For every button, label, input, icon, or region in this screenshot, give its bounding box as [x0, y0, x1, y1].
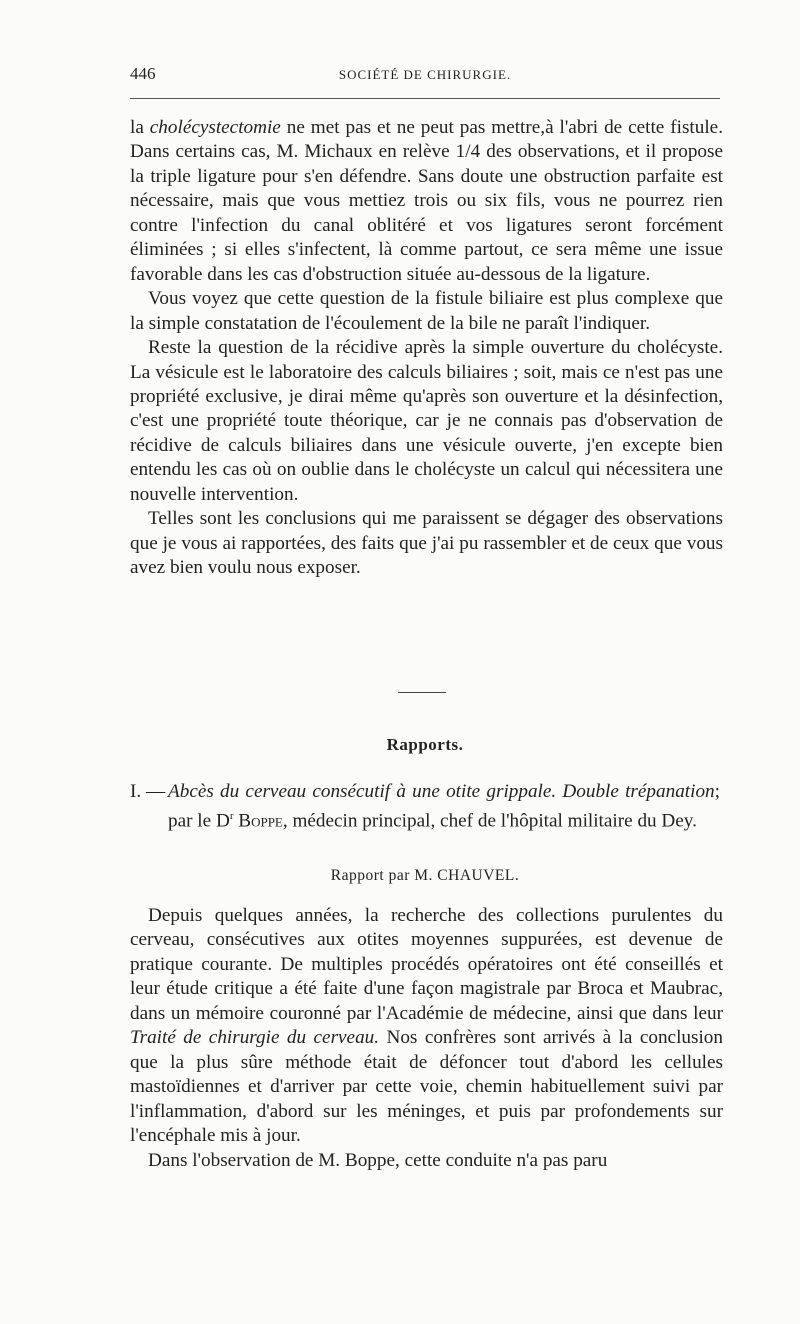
term-cholecystectomie: cholécystectomie [149, 117, 281, 138]
section-separator [398, 692, 446, 693]
paragraph-conclusions: Telles sont les conclusions qui me paraissent se dégager des observations que je vous ai rapportées, des faits que j'ai pu rassembler et de ceux que vous avez bien voulu nous exposer. [130, 508, 723, 579]
body-text-bottom [130, 904, 723, 1173]
report-number: I. — [130, 781, 166, 802]
page-header [130, 64, 720, 88]
page-number: 446 [130, 64, 156, 83]
paragraph-fistule: Vous voyez que cette question de la fistule biliaire est plus complexe que la simple constatation de l'écoulement de la bile ne paraît l'indiquer. [130, 288, 723, 334]
report-title: Abcès du cerveau consécutif à une otite grippale. Double trépanation; par le $D^r$ Boppe, médecin principal, chef de l'hôpital militaire du Dey. [168, 781, 720, 832]
running-title: SOCIÉTÉ DE CHIRURGIE. [338, 67, 512, 82]
paragraph-recidive: Reste la question de la récidive après la simple ouverture du cholécyste. La vésicule est le laboratoire des calculs biliaires ; soit, mais ce n'est pas une propriété exclusive, je dirai même qu'après son ouverture et la désinfection, c'est une propriété toute théorique, car je ne connais pas d'observation de récidive de calculs biliaires dans une vésicule ouverte, j'en excepte bien entendu les cas où on oublie dans le cholécyste un calcul qui nécessitera une nouvelle intervention. [130, 337, 723, 505]
section-title: Rapports. [386, 735, 464, 754]
paragraph-cholecystectomie: la cholécystectomie ne met pas et ne peut pas mettre,à l'abri de cette fistule. Dans certains cas, M. Michaux en relève 1/4 des observations, et il propose la triple ligature pour s'en défendre. Sans doute une obstruction parfaite est nécessaire, mais que vous mettiez trois ou six fils, vous ne pourrez rien contre l'infection du canal oblitéré et vos ligatures seront forcément éliminées ; si elles s'infectent, là comme partout, ce sera même une issue favorable dans les cas d'obstruction située au-dessous de la ligature. [130, 117, 723, 285]
paragraph-boppe: Dans l'observation de M. Boppe, cette conduite n'a pas paru [148, 1149, 608, 1171]
report-heading [130, 779, 720, 833]
report-author: Boppe [238, 810, 283, 832]
header-rule [130, 98, 720, 99]
paragraph-abces: Depuis quelques années, la recherche des collections purulentes du cerveau, consécutives aux otites moyennes suppurées, est devenue de pratique courante. De multiples procédés opératoires ont été conseillés et leur étude critique a été faite d'une façon magistrale par Broca et Maubrac, dans un mémoire couronné par l'Académie de médecine, ainsi que dans leur Traité de chirurgie du cerveau. Nos confrères sont arrivés à la conclusion que la plus sûre méthode était de défoncer tout d'abord les cellules mastoïdiennes et d'arriver par cette voie, chemin habituellement suivi par l'inflammation, d'abord sur les méninges, et puis par profondements sur l'encéphale mis à jour. [130, 905, 723, 1147]
body-text-top [130, 116, 723, 581]
book-title: Traité de chirurgie du cerveau. [130, 1027, 380, 1049]
report-reporter: Rapport par M. CHAUVEL. [330, 867, 520, 884]
